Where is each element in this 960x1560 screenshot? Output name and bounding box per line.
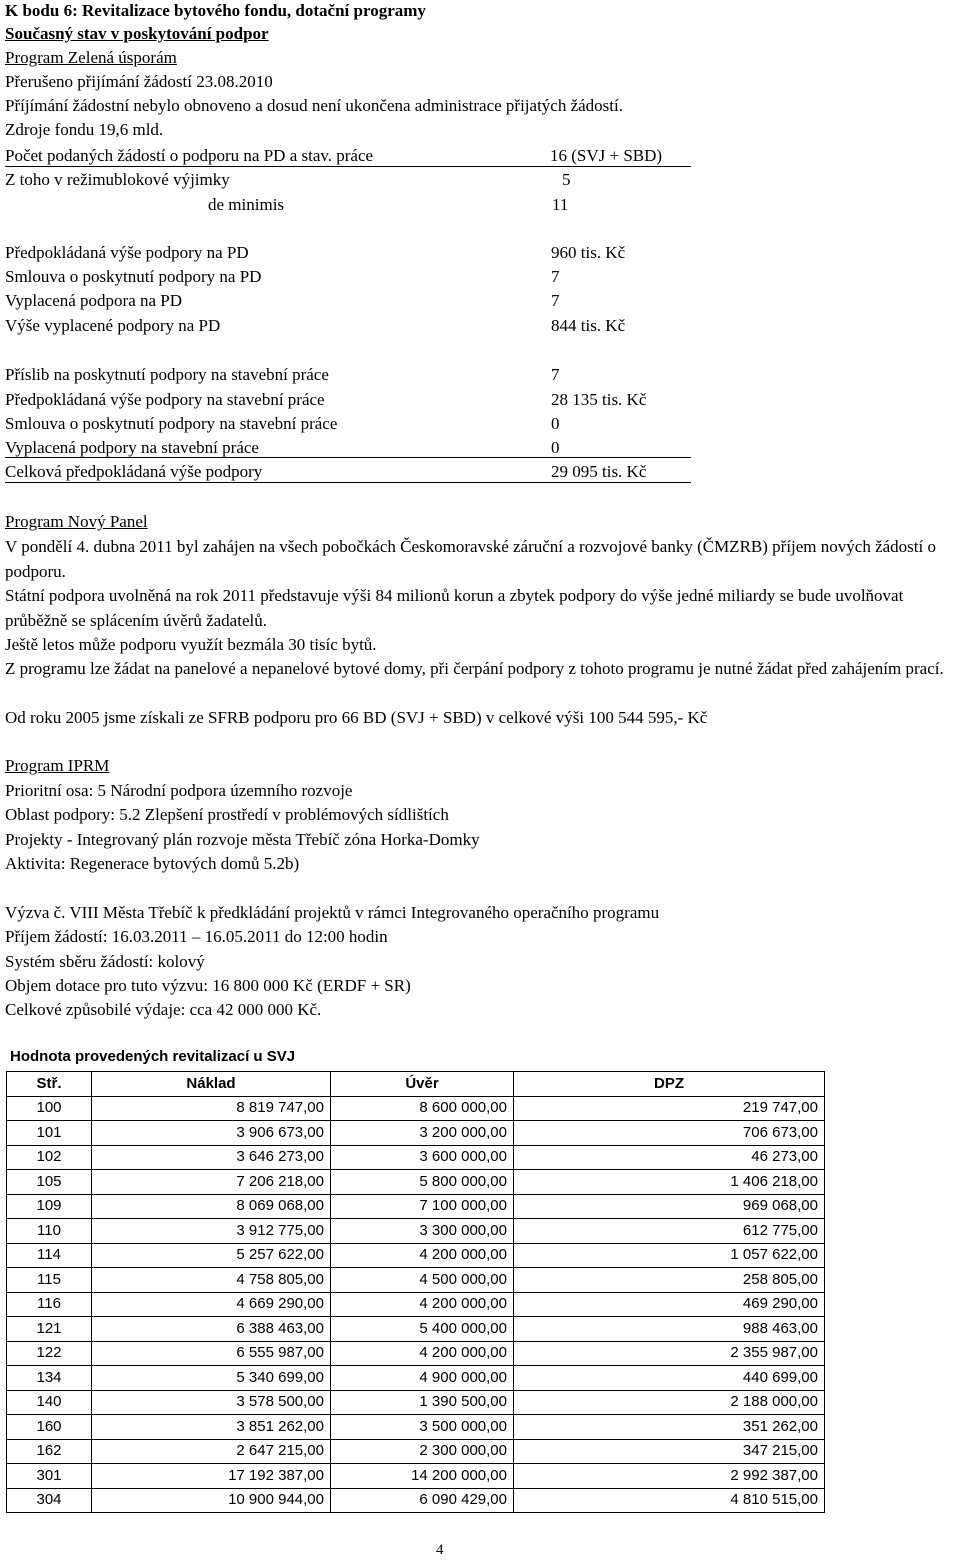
table-row [7,1145,825,1170]
construction-row-label: Vyplacená podpory na stavební práce [5,438,259,457]
iprm-line: Aktivita: Regenerace bytových domů 5.2b) [5,854,300,873]
call-line: Výzva č. VIII Města Třebíč k předkládání projektů v rámci Integrovaného operačního programu [5,903,660,922]
col-header: DPZ [514,1072,825,1097]
cell-str: 114 [7,1243,92,1268]
pd-row-value: 960 tis. Kč [551,243,626,262]
cell-str: 160 [7,1415,92,1440]
table-row [7,1268,825,1293]
cell-dpz: 46 273,00 [514,1145,825,1170]
zu-fund: Zdroje fondu 19,6 mld. [5,120,164,139]
cell-str: 304 [7,1488,92,1513]
cell-str: 134 [7,1366,92,1391]
iprm-line: Prioritní osa: 5 Národní podpora územního rozvoje [5,781,353,800]
construction-row-value: 28 135 tis. Kč [551,390,647,409]
pd-row-label: Předpokládaná výše podpory na PD [5,243,249,262]
cell-naklad: 10 900 944,00 [92,1488,331,1513]
cell-dpz: 469 290,00 [514,1292,825,1317]
table-header-row [7,1072,825,1097]
construction-row-label: Příslib na poskytnutí podpory na stavební práce [5,365,329,384]
cell-uver: 3 600 000,00 [331,1145,514,1170]
table-row [7,1341,825,1366]
cell-str: 109 [7,1194,92,1219]
cell-str: 162 [7,1439,92,1464]
cell-dpz: 988 463,00 [514,1317,825,1342]
table-title: Hodnota provedených revitalizací u SVJ [10,1048,296,1065]
zu-block-value: 5 [562,170,571,189]
pd-row-label: Vyplacená podpora na PD [5,291,183,310]
program-zelena-usporam-title: Program Zelená úsporám [5,48,177,67]
table-row [7,1096,825,1121]
cell-naklad: 3 578 500,00 [92,1390,331,1415]
pd-row-value: 7 [551,267,560,286]
np-paragraph: Z programu lze žádat na panelové a nepanelové bytové domy, při čerpání podpory z tohoto programu je nutné žádat před zahájením prací. [5,659,944,678]
zu-minimis-label: de minimis [208,195,285,214]
cell-uver: 4 200 000,00 [331,1243,514,1268]
underline-rule [5,482,691,483]
construction-row-value: 0 [551,438,560,457]
construction-row-value: 0 [551,414,560,433]
cell-dpz: 706 673,00 [514,1121,825,1146]
cell-dpz: 219 747,00 [514,1096,825,1121]
cell-naklad: 7 206 218,00 [92,1170,331,1195]
np-paragraph: Státní podpora uvolněná na rok 2011 představuje výši 84 milionů korun a zbytek podpory do výše jedné miliardy se bude uvolňovat průběžně se splácením úvěrů žadatelů. [5,586,904,630]
cell-naklad: 3 646 273,00 [92,1145,331,1170]
np-paragraph: V pondělí 4. dubna 2011 byl zahájen na všech pobočkách Českomoravské záruční a rozvojové banky (ČMZRB) příjem nových žádostí o podporu. [5,537,936,581]
construction-row-value: 29 095 tis. Kč [551,462,647,481]
cell-dpz: 258 805,00 [514,1268,825,1293]
cell-uver: 1 390 500,00 [331,1390,514,1415]
cell-naklad: 3 851 262,00 [92,1415,331,1440]
underline-rule [5,457,691,458]
call-line: Celkové způsobilé výdaje: cca 42 000 000 Kč. [5,1000,322,1019]
cell-naklad: 4 758 805,00 [92,1268,331,1293]
cell-naklad: 5 257 622,00 [92,1243,331,1268]
zu-minimis-value: 11 [552,195,569,214]
cell-naklad: 3 912 775,00 [92,1219,331,1244]
col-header: Náklad [92,1072,331,1097]
table-row [7,1366,825,1391]
cell-naklad: 6 388 463,00 [92,1317,331,1342]
cell-uver: 5 800 000,00 [331,1170,514,1195]
page-title: K bodu 6: Revitalizace bytového fondu, dotační programy [5,1,426,20]
cell-naklad: 2 647 215,00 [92,1439,331,1464]
np-paragraph: Ještě letos může podporu využít bezmála 30 tisíc bytů. [5,635,377,654]
table-row [7,1243,825,1268]
cell-naklad: 6 555 987,00 [92,1341,331,1366]
cell-str: 301 [7,1464,92,1489]
program-iprm-title: Program IPRM [5,756,110,775]
call-line: Systém sběru žádostí: kolový [5,952,205,971]
np-paragraph: Od roku 2005 jsme získali ze SFRB podporu pro 66 BD (SVJ + SBD) v celkové výši 100 544 595,- Kč [5,708,708,727]
table-row [7,1170,825,1195]
cell-naklad: 5 340 699,00 [92,1366,331,1391]
cell-str: 116 [7,1292,92,1317]
pd-row-value: 7 [551,291,560,310]
table-row [7,1464,825,1489]
cell-dpz: 1 057 622,00 [514,1243,825,1268]
construction-row-label: Celková předpokládaná výše podpory [5,462,263,481]
cell-naklad: 3 906 673,00 [92,1121,331,1146]
table-row [7,1292,825,1317]
cell-dpz: 2 355 987,00 [514,1341,825,1366]
zu-block-label: Z toho v režimublokové výjimky [5,170,230,189]
cell-str: 140 [7,1390,92,1415]
cell-uver: 4 200 000,00 [331,1341,514,1366]
cell-str: 105 [7,1170,92,1195]
cell-str: 102 [7,1145,92,1170]
cell-uver: 3 500 000,00 [331,1415,514,1440]
table-row [7,1219,825,1244]
pd-row-label: Výše vyplacené podpory na PD [5,316,221,335]
table-row [7,1121,825,1146]
table-row [7,1415,825,1440]
cell-dpz: 440 699,00 [514,1366,825,1391]
table-row [7,1439,825,1464]
zu-applications-label: Počet podaných žádostí o podporu na PD a stav. práce [5,146,374,165]
cell-uver: 6 090 429,00 [331,1488,514,1513]
construction-row-label: Předpokládaná výše podpory na stavební práce [5,390,325,409]
zu-applications-value: 16 (SVJ + SBD) [550,146,663,165]
cell-str: 122 [7,1341,92,1366]
call-line: Objem dotace pro tuto výzvu: 16 800 000 Kč (ERDF + SR) [5,976,411,995]
cell-naklad: 4 669 290,00 [92,1292,331,1317]
cell-dpz: 612 775,00 [514,1219,825,1244]
cell-dpz: 2 992 387,00 [514,1464,825,1489]
cell-uver: 5 400 000,00 [331,1317,514,1342]
cell-dpz: 2 188 000,00 [514,1390,825,1415]
cell-uver: 7 100 000,00 [331,1194,514,1219]
program-novy-panel-title: Program Nový Panel [5,512,148,531]
col-header: Stř. [7,1072,92,1097]
iprm-line: Oblast podpory: 5.2 Zlepšení prostředí v problémových sídlištích [5,805,449,824]
cell-dpz: 351 262,00 [514,1415,825,1440]
cell-str: 100 [7,1096,92,1121]
cell-naklad: 8 069 068,00 [92,1194,331,1219]
cell-dpz: 347 215,00 [514,1439,825,1464]
cell-uver: 8 600 000,00 [331,1096,514,1121]
section-subtitle: Současný stav v poskytování podpor [5,24,269,43]
cell-uver: 4 900 000,00 [331,1366,514,1391]
table-row [7,1488,825,1513]
pd-row-label: Smlouva o poskytnutí podpory na PD [5,267,262,286]
cell-dpz: 4 810 515,00 [514,1488,825,1513]
cell-naklad: 8 819 747,00 [92,1096,331,1121]
cell-uver: 2 300 000,00 [331,1439,514,1464]
cell-uver: 4 200 000,00 [331,1292,514,1317]
table-row [7,1317,825,1342]
cell-uver: 3 200 000,00 [331,1121,514,1146]
cell-str: 110 [7,1219,92,1244]
zu-stopped: Přerušeno přijímání žádostí 23.08.2010 [5,72,273,91]
cell-uver: 4 500 000,00 [331,1268,514,1293]
cell-str: 121 [7,1317,92,1342]
cell-str: 115 [7,1268,92,1293]
cell-naklad: 17 192 387,00 [92,1464,331,1489]
page-number: 4 [436,1542,444,1558]
table-row [7,1194,825,1219]
construction-row-value: 7 [551,365,560,384]
cell-dpz: 1 406 218,00 [514,1170,825,1195]
construction-row-label: Smlouva o poskytnutí podpory na stavební práce [5,414,338,433]
pd-row-value: 844 tis. Kč [551,316,626,335]
zu-not-renewed: Příjímání žádostní nebylo obnoveno a dosud není ukončena administrace přijatých žádostí. [5,96,623,115]
underline-rule [5,166,691,167]
call-line: Příjem žádostí: 16.03.2011 – 16.05.2011 do 12:00 hodin [5,927,388,946]
table-row [7,1390,825,1415]
cell-uver: 14 200 000,00 [331,1464,514,1489]
cell-uver: 3 300 000,00 [331,1219,514,1244]
col-header: Úvěr [331,1072,514,1097]
cell-dpz: 969 068,00 [514,1194,825,1219]
cell-str: 101 [7,1121,92,1146]
iprm-line: Projekty - Integrovaný plán rozvoje města Třebíč zóna Horka-Domky [5,830,480,849]
revitalization-table [6,1071,825,1513]
